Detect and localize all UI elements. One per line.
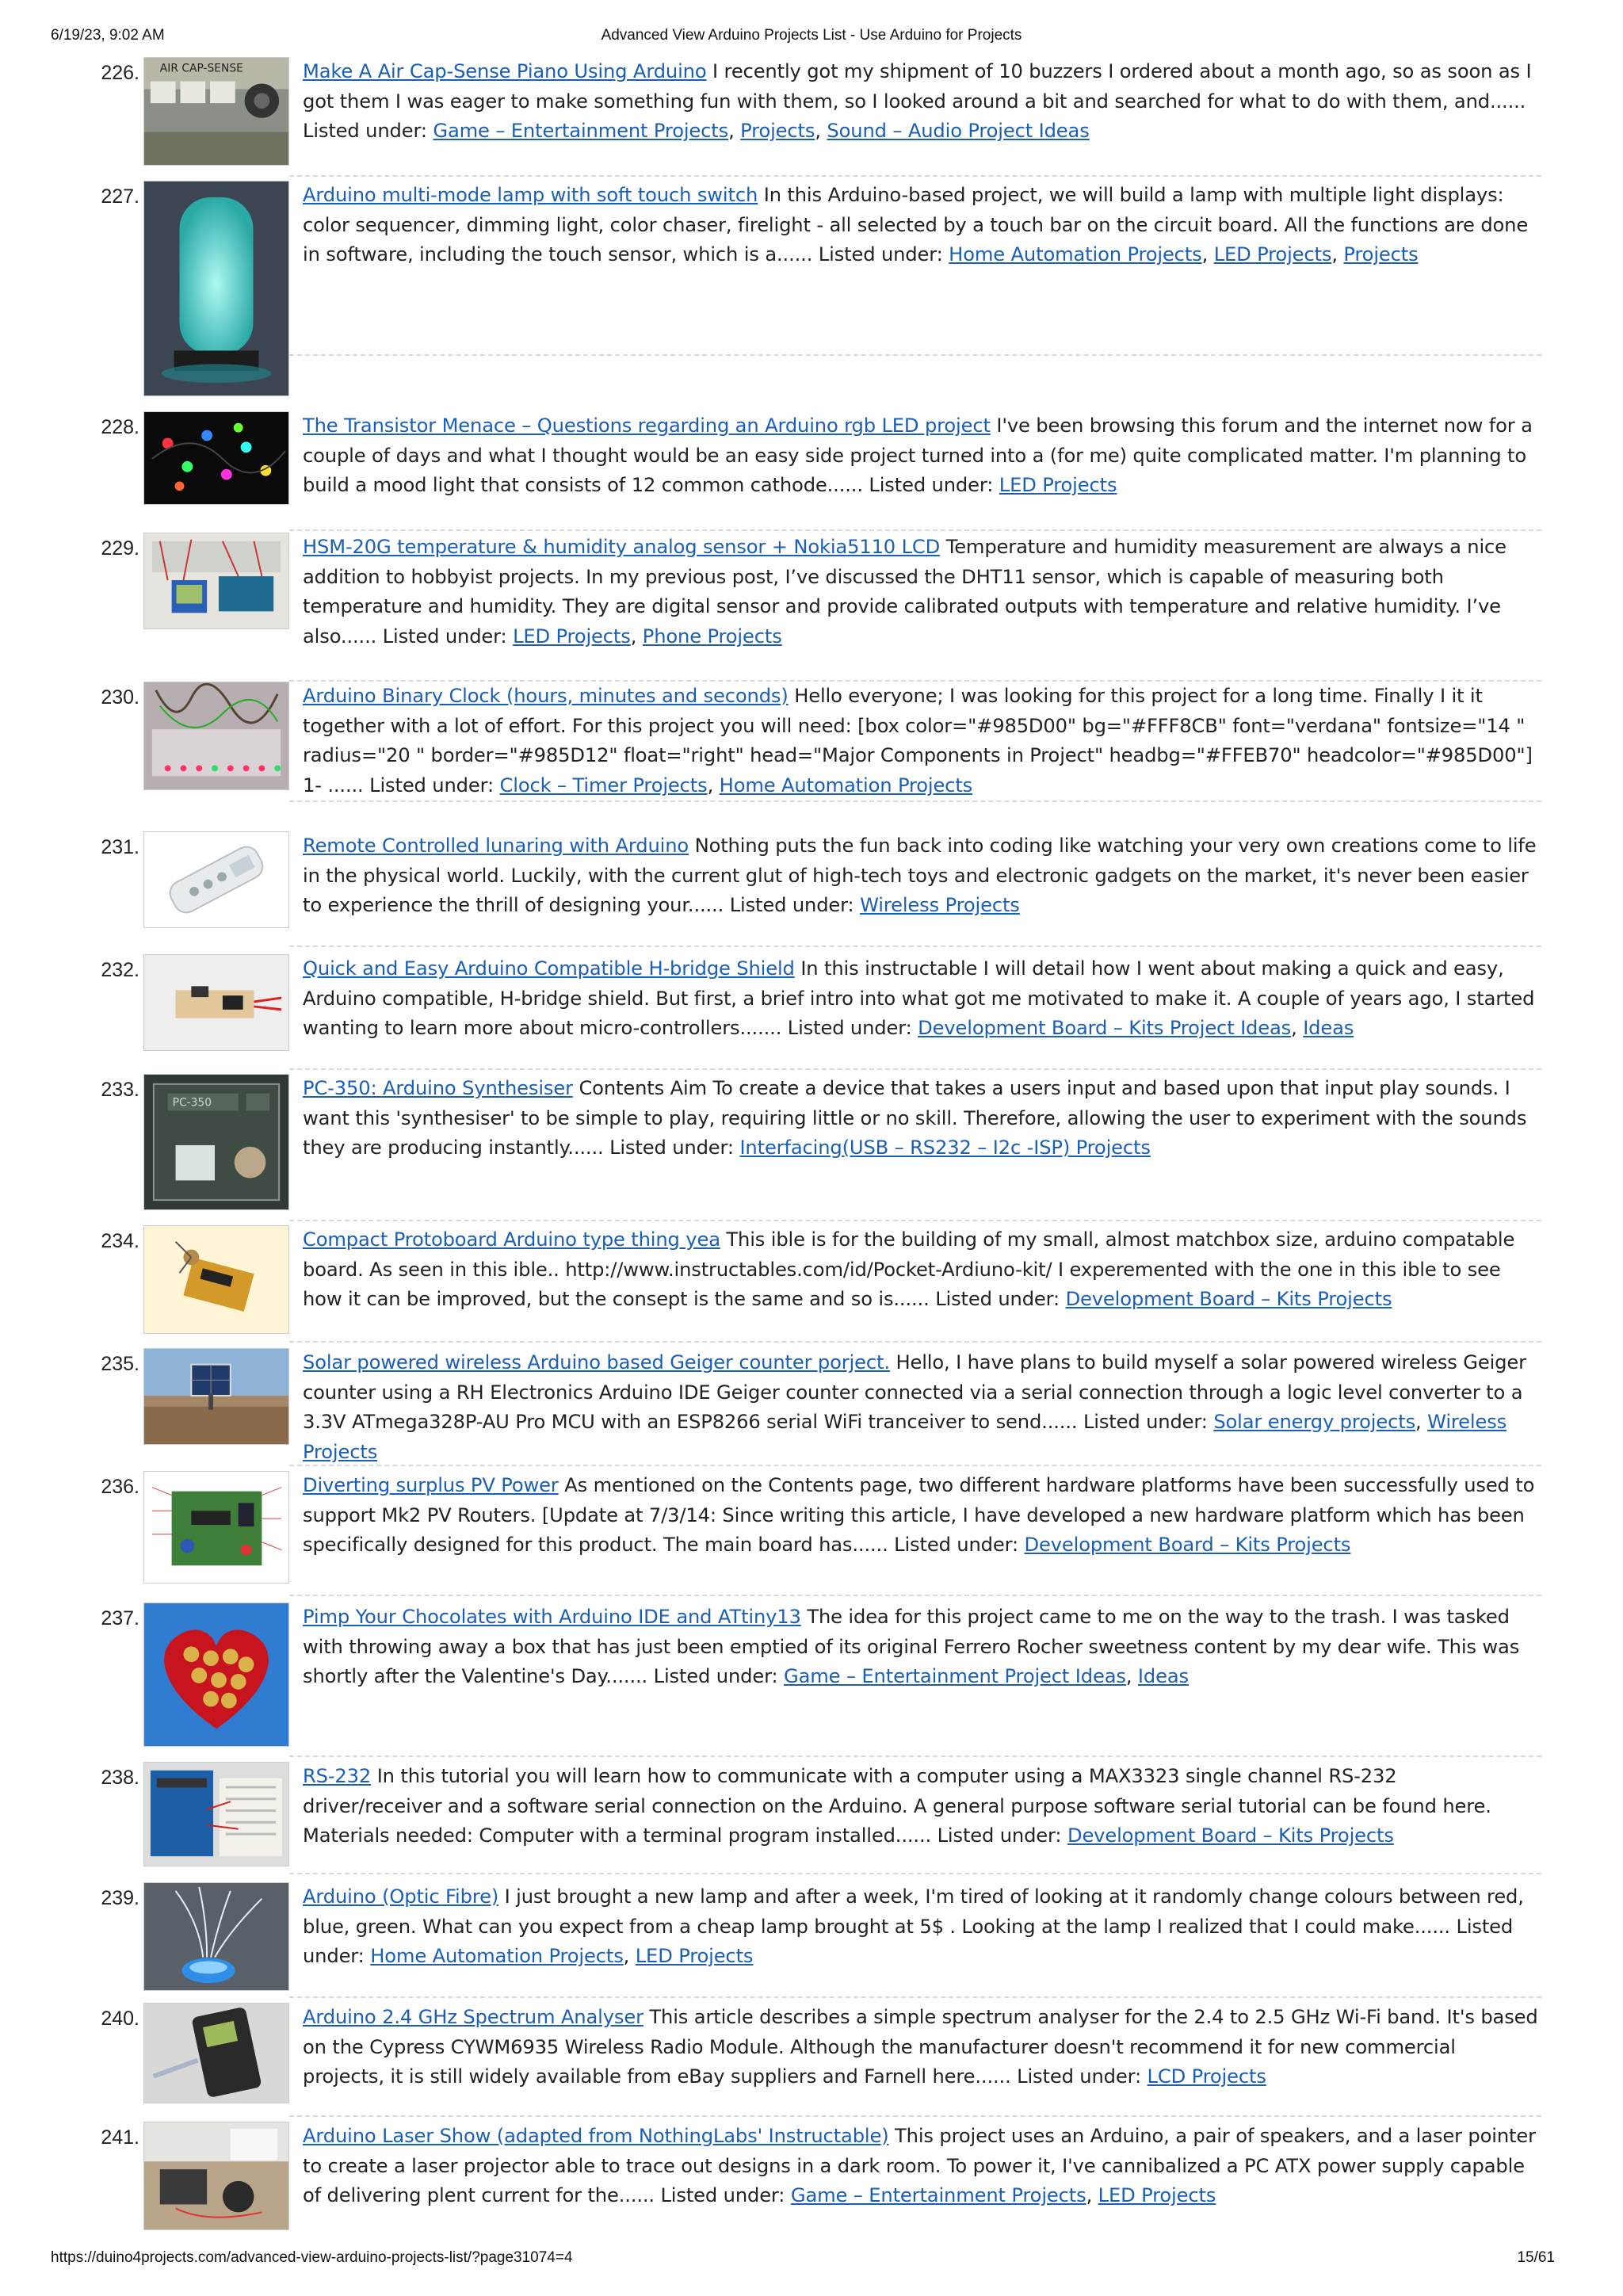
category-link[interactable]: LED Projects <box>635 1945 754 1967</box>
item-title-link[interactable]: Arduino (Optic Fibre) <box>303 1885 499 1908</box>
item-description: This project uses an Arduino, a pair of speakers, and a laser pointer to create a laser projector able to trace out designs in a dark room. To power it, I've cannibalized a PC ATX power supply capable of delivering plent current for the...... <box>303 2125 1536 2206</box>
category-link[interactable]: Clock – Timer Projects <box>499 774 708 797</box>
item-thumbnail[interactable] <box>143 1074 289 1210</box>
separator <box>289 1341 1541 1343</box>
item-listed-label: Listed under: <box>1083 1411 1208 1433</box>
separator <box>289 1996 1541 1998</box>
item-number: 234. <box>101 1230 139 1252</box>
page-url: https://duino4projects.com/advanced-view-arduino-projects-list/?page31074=4 <box>51 2249 573 2266</box>
item-title-link[interactable]: Arduino multi-mode lamp with soft touch switch <box>303 184 758 206</box>
item-thumbnail[interactable] <box>143 1603 289 1747</box>
item-thumbnail[interactable] <box>143 954 289 1051</box>
item-thumbnail[interactable] <box>143 2003 289 2103</box>
item-listed-label: Listed under: <box>653 1665 778 1687</box>
page-number: 15/61 <box>1517 2249 1555 2266</box>
category-link[interactable]: Development Board – Kits Projects <box>1067 1824 1394 1847</box>
item-listed-label: Listed under: <box>660 2184 785 2206</box>
item-thumbnail[interactable] <box>143 1471 289 1584</box>
item-title-link[interactable]: Arduino Laser Show (adapted from NothingLabs' Instructable) <box>303 2125 889 2147</box>
category-link[interactable]: LCD Projects <box>1147 2065 1266 2088</box>
category-link[interactable]: Development Board – Kits Projects <box>1024 1534 1351 1556</box>
item-body <box>303 831 1539 921</box>
item-title-link[interactable]: Diverting surplus PV Power <box>303 1474 559 1496</box>
category-link[interactable]: LED Projects <box>999 474 1117 496</box>
item-description: Nothing puts the fun back into coding like watching your very own creations come to life in the physical world. Luckily, with the current glut of high-tech toys and electronic gadgets on the market, it's never been easier to experience the thrill of designing your...... <box>303 835 1537 916</box>
item-title-link[interactable]: Arduino Binary Clock (hours, minutes and seconds) <box>303 685 789 707</box>
item-listed-label: Listed under: <box>818 243 943 266</box>
item-description: In this Arduino-based project, we will build a lamp with multiple light displays: color sequencer, dimming light, color chaser, firelight - all selected by a touch bar on the circuit board. All the functions are done in software, including the touch sensor, which is a...... <box>303 184 1529 266</box>
category-link[interactable]: LED Projects <box>513 625 631 648</box>
print-page-title: Advanced View Arduino Projects List - Use Arduino for Projects <box>601 27 1022 44</box>
category-link[interactable]: Development Board – Kits Projects <box>1065 1288 1392 1310</box>
separator <box>289 1595 1541 1596</box>
category-link[interactable]: Wireless Projects <box>860 894 1020 916</box>
item-body <box>303 1074 1539 1163</box>
separator <box>289 354 1541 356</box>
item-number: 228. <box>101 416 139 438</box>
item-body: Arduino Binary Clock (hours, minutes and seconds) Hello everyone; I was looking for this project for a long time. Finally I it it together with a lot of effort. For this project you will need: [box color="#985D00" bg="#FFF8CB" font="verdana" fontsize="14 " radius="20 " border="#985D12" float="right" head="Major Components in Project" headbg="#FFEB70" headcolor="#985D00"] 1- ...... Listed under: Clock – Timer Projects, Home Automation Projects <box>303 685 1533 797</box>
print-header <box>0 27 1623 48</box>
item-description: Contents Aim To create a device that takes a users input and based upon that input play sounds. I want this 'synthesiser' to be simple to play, requiring little or no skill. Therefore, allowing the user to experiment with the sounds they are producing instantly...... <box>303 1077 1527 1159</box>
item-thumbnail[interactable] <box>143 2122 289 2230</box>
item-description: As mentioned on the Contents page, two different hardware platforms have been successfully used to support Mk2 PV Routers. [Update at 7/3/14: Since writing this article, I have developed a new hardware platform which has been specifically designed for this product. The main board has...... <box>303 1474 1535 1556</box>
category-link[interactable]: Ideas <box>1137 1665 1189 1687</box>
item-body: Arduino (Optic Fibre) I just brought a new lamp and after a week, I'm tired of looking at it randomly change colours between red, blue, green. What can you expect from a cheap lamp brought at 5$ . Looking at the lamp I realized that I could make...... Listed under: Home Automation Projects, LED Projects <box>303 1885 1524 1967</box>
category-link[interactable]: Ideas <box>1303 1017 1354 1039</box>
item-description: Hello everyone; I was looking for this project for a long time. Finally I it it together with a lot of effort. For this project you will need: [box color="#985D00" bg="#FFF8CB" font="verdana" fontsize="14 " radius="20 " border="#985D12" float="right" head="Major Components in Project" headbg="#FFEB70" headcolor="#985D00"] 1- ...... <box>303 685 1533 797</box>
svg-text:PC-350: PC-350 <box>172 1096 212 1110</box>
item-title-link[interactable]: RS-232 <box>303 1765 372 1787</box>
item-number: 232. <box>101 959 139 981</box>
category-link[interactable]: Development Board – Kits Project Ideas <box>918 1017 1292 1039</box>
item-number: 241. <box>101 2126 139 2149</box>
item-body <box>303 1471 1539 1561</box>
item-description: In this tutorial you will learn how to communicate with a computer using a MAX3323 single channel RS-232 driver/receiver and a software serial connection on the Arduino. A general purpose software serial tutorial can be found here. Materials needed: Computer with a terminal program installed...... <box>303 1765 1491 1847</box>
item-description: Temperature and humidity measurement are always a nice addition to hobbyist projects. In my previous post, I’ve discussed the DHT11 sensor, which is capable of measuring both temperature and humidity. They are digital sensor and provide calibrated outputs with temperature and relative humidity. I’ve also...... <box>303 536 1507 648</box>
category-link[interactable]: Wireless Projects <box>303 1411 1507 1463</box>
item-thumbnail[interactable] <box>143 57 289 166</box>
category-link[interactable]: Home Automation Projects <box>370 1945 624 1967</box>
item-thumbnail[interactable] <box>143 1762 289 1866</box>
item-title-link[interactable]: Pimp Your Chocolates with Arduino IDE and ATtiny13 <box>303 1606 801 1628</box>
item-number: 231. <box>101 836 139 858</box>
print-datetime: 6/19/23, 9:02 AM <box>51 27 165 44</box>
item-body <box>303 2003 1539 2092</box>
item-listed-label: Listed under: <box>935 1288 1060 1310</box>
item-listed-label: Listed under: <box>609 1137 734 1159</box>
item-title-link[interactable]: Compact Protoboard Arduino type thing yea <box>303 1228 720 1251</box>
item-number: 235. <box>101 1353 139 1375</box>
separator <box>289 800 1541 802</box>
separator <box>289 946 1541 947</box>
category-link[interactable]: Game – Entertainment Project Ideas <box>784 1665 1126 1687</box>
category-link[interactable]: LED Projects <box>1213 243 1332 266</box>
item-title-link[interactable]: The Transistor Menace – Questions regarding an Arduino rgb LED project <box>303 415 991 437</box>
separator <box>289 1068 1541 1070</box>
item-body: HSM-20G temperature & humidity analog sensor + Nokia5110 LCD Temperature and humidity measurement are always a nice addition to hobbyist projects. In my previous post, I’ve discussed the DHT11 sensor, which is capable of measuring both temperature and humidity. They are digital sensor and provide calibrated outputs with temperature and relative humidity. I’ve also...... Listed under: LED Projects, Phone Projects <box>303 536 1507 648</box>
item-thumbnail[interactable] <box>143 181 289 396</box>
item-thumbnail[interactable] <box>143 1348 289 1445</box>
item-body: Arduino multi-mode lamp with soft touch switch In this Arduino-based project, we will build a lamp with multiple light displays: color sequencer, dimming light, color chaser, firelight - all selected by a touch bar on the circuit board. All the functions are done in software, including the touch sensor, which is a...... Listed under: Home Automation Projects, LED Projects, Projects <box>303 184 1529 266</box>
item-number: 233. <box>101 1079 139 1101</box>
item-title-link[interactable]: Solar powered wireless Arduino based Geiger counter porject. <box>303 1351 890 1373</box>
item-description: Hello, I have plans to build myself a solar powered wireless Geiger counter using a RH Electronics Arduino IDE Geiger counter connected via a serial connection through a logic level converter to a 3.3V ATmega328P-AU Pro MCU with an ESP8266 serial WiFi tranceiver to send...... <box>303 1351 1526 1433</box>
category-link[interactable]: Game – Entertainment Projects <box>790 2184 1086 2206</box>
print-footer <box>0 2249 1623 2270</box>
item-listed-label: Listed under: <box>937 1824 1062 1847</box>
item-title-link[interactable]: Arduino 2.4 GHz Spectrum Analyser <box>303 2006 643 2028</box>
category-link[interactable]: Home Automation Projects <box>949 243 1202 266</box>
item-title-link[interactable]: PC-350: Arduino Synthesiser <box>303 1077 573 1099</box>
category-link[interactable]: Game – Entertainment Projects <box>433 120 729 142</box>
item-listed-label: Listed under: <box>729 894 854 916</box>
item-number: 238. <box>101 1767 139 1789</box>
item-description: The idea for this project came to me on the way to the trash. I was tasked with throwing away a box that has just been emptied of its original Ferrero Rocher sweetness content by my dear wife. This was shortly after the Valentine's Day....... <box>303 1606 1520 1687</box>
item-number: 230. <box>101 686 139 709</box>
item-body: Arduino Laser Show (adapted from NothingLabs' Instructable) This project uses an Arduino, a pair of speakers, and a laser pointer to create a laser projector able to trace out designs in a dark room. To power it, I've cannibalized a PC ATX power supply capable of delivering plent current for the...... Listed under: Game – Entertainment Projects, LED Projects <box>303 2125 1536 2206</box>
item-body <box>303 1762 1539 1851</box>
separator <box>289 529 1541 531</box>
item-thumbnail[interactable] <box>143 533 289 629</box>
item-title-link[interactable]: Quick and Easy Arduino Compatible H-bridge Shield <box>303 957 795 980</box>
category-link[interactable]: Sound – Audio Project Ideas <box>827 120 1090 142</box>
item-body: Solar powered wireless Arduino based Geiger counter porject. Hello, I have plans to build myself a solar powered wireless Geiger counter using a RH Electronics Arduino IDE Geiger counter connected via a serial connection through a logic level converter to a 3.3V ATmega328P-AU Pro MCU with an ESP8266 serial WiFi tranceiver to send...... Listed under: Solar energy projects, Wireless Projects <box>303 1351 1526 1463</box>
separator <box>289 1873 1541 1874</box>
item-thumbnail[interactable] <box>143 411 289 505</box>
item-description: I've been browsing this forum and the internet now for a couple of days and what I thought would be an easy side project turned into a (for me) quite complicated matter. I'm planning to build a mood light that consists of 12 common cathode...... <box>303 415 1533 496</box>
category-link[interactable]: Projects <box>740 120 815 142</box>
item-number: 237. <box>101 1607 139 1629</box>
item-thumbnail[interactable] <box>143 1882 289 1991</box>
separator <box>289 1755 1541 1757</box>
item-body: Pimp Your Chocolates with Arduino IDE and ATtiny13 The idea for this project came to me on the way to the trash. I was tasked with throwing away a box that has just been emptied of its original Ferrero Rocher sweetness content by my dear wife. This was shortly after the Valentine's Day....... Listed under: Game – Entertainment Project Ideas, Ideas <box>303 1606 1520 1687</box>
item-listed-label: Listed under: <box>787 1017 912 1039</box>
item-listed-label: Listed under: <box>303 1915 1514 1967</box>
separator <box>289 1465 1541 1466</box>
item-number: 227. <box>101 185 139 208</box>
item-listed-label: Listed under: <box>369 774 494 797</box>
item-number: 236. <box>101 1476 139 1498</box>
item-listed-label: Listed under: <box>869 474 994 496</box>
category-link[interactable]: Solar energy projects <box>1213 1411 1416 1433</box>
category-link[interactable]: Phone Projects <box>642 625 782 648</box>
category-link[interactable]: Interfacing(USB – RS232 – I2c -ISP) Projects <box>739 1137 1151 1159</box>
item-description: This ible is for the building of my small, almost matchbox size, arduino compatable board. As seen in this ible.. http://www.instructables.com/id/Pocket-Ardiuno-kit/ I experemented with the one in this ible to see how it can be improved, but the consept is the same and so is...... <box>303 1228 1515 1310</box>
item-number: 240. <box>101 2008 139 2030</box>
item-description: I just brought a new lamp and after a week, I'm tired of looking at it randomly change colours between red, blue, green. What can you expect from a cheap lamp brought at 5$ . Looking at the lamp I realized that I could make...... <box>303 1885 1524 1938</box>
item-number: 226. <box>101 62 139 84</box>
item-description: This article describes a simple spectrum analyser for the 2.4 to 2.5 GHz Wi-Fi band. It's based on the Cypress CYWM6935 Wireless Radio Module. Although the manufacturer doesn't recommend it for new commercial projects, it is still widely available from eBay suppliers and Farnell here...... <box>303 2006 1538 2088</box>
item-title-link[interactable]: Remote Controlled lunaring with Arduino <box>303 835 689 857</box>
category-link[interactable]: LED Projects <box>1098 2184 1216 2206</box>
separator <box>289 2115 1541 2117</box>
item-body: Quick and Easy Arduino Compatible H-bridge Shield In this instructable I will detail how I went about making a quick and easy, Arduino compatible, H-bridge shield. But first, a brief intro into what got me motivated to make it. A couple of years ago, I started wanting to learn more about micro-controllers....... Listed under: Development Board – Kits Project Ideas, Ideas <box>303 957 1535 1039</box>
item-body <box>303 411 1539 501</box>
svg-text:AIR CAP-SENSE: AIR CAP-SENSE <box>159 62 243 75</box>
item-thumbnail[interactable] <box>143 682 289 790</box>
item-thumbnail[interactable] <box>143 831 289 928</box>
separator <box>289 175 1541 177</box>
item-number: 229. <box>101 537 139 560</box>
item-listed-label: Listed under: <box>1017 2065 1141 2088</box>
item-body: Make A Air Cap-Sense Piano Using Arduino I recently got my shipment of 10 buzzers I ordered about a month ago, so as soon as I got them I was eager to make something fun with them, so I looked around a bit and searched for what to do with them, and...... Listed under: Game – Entertainment Projects, Projects, Sound – Audio Project Ideas <box>303 60 1532 142</box>
item-description: I recently got my shipment of 10 buzzers I ordered about a month ago, so as soon as I got them I was eager to make something fun with them, so I looked around a bit and searched for what to do with them, and...... <box>303 60 1532 113</box>
item-title-link[interactable]: HSM-20G temperature & humidity analog sensor + Nokia5110 LCD <box>303 536 941 558</box>
category-link[interactable]: Home Automation Projects <box>719 774 973 797</box>
category-link[interactable]: Projects <box>1343 243 1419 266</box>
item-thumbnail[interactable] <box>143 1225 289 1334</box>
item-listed-label: Listed under: <box>303 120 427 142</box>
separator <box>289 1220 1541 1221</box>
item-listed-label: Listed under: <box>382 625 507 648</box>
item-title-link[interactable]: Make A Air Cap-Sense Piano Using Arduino <box>303 60 707 82</box>
item-number: 239. <box>101 1887 139 1909</box>
item-listed-label: Listed under: <box>894 1534 1018 1556</box>
item-body <box>303 1225 1539 1315</box>
item-description: In this instructable I will detail how I went about making a quick and easy, Arduino compatible, H-bridge shield. But first, a brief intro into what got me motivated to make it. A couple of years ago, I started wanting to learn more about micro-controllers....... <box>303 957 1535 1039</box>
